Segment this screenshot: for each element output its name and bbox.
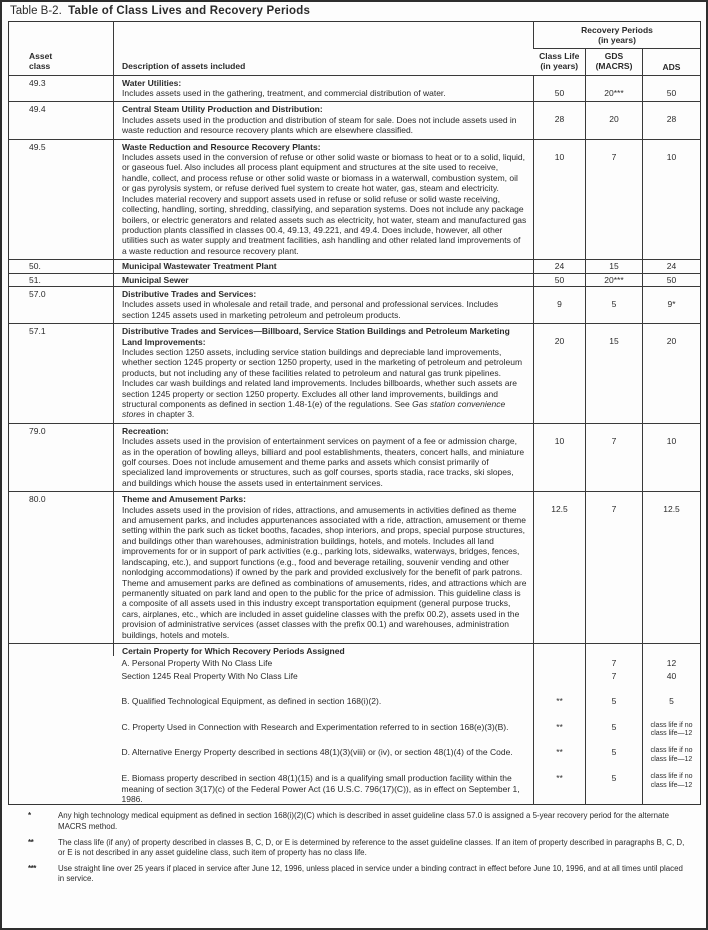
asset-class-cell: 80.0 xyxy=(9,492,114,644)
footnote-symbol: *** xyxy=(28,864,36,874)
ads-cell: 10 xyxy=(643,423,701,491)
footnote xyxy=(8,864,686,884)
row-body: Includes assets used in wholesale and retail trade, and personal and professional services. Includes section 1245 assets used in marketing petroleum and petroleum products. xyxy=(122,299,499,320)
certain-property-heading-row xyxy=(9,643,701,656)
gds-cell: 15 xyxy=(586,324,643,424)
footnote-text: Use straight line over 25 years if placed in service after June 12, 1996, unless placed in service under a binding contract in effect before June 10, 1996, and at all times until placed in service. xyxy=(58,864,683,884)
description-cell xyxy=(114,492,534,644)
class-life-cell: ** xyxy=(534,720,586,739)
gds-cell: 20 xyxy=(586,102,643,139)
footnote-symbol: * xyxy=(28,811,31,821)
asset-class-cell: 51. xyxy=(9,273,114,286)
row-body: Includes assets used in the provision of entertainment services on payment of a fee or admission charge, as in the operation of bowling alleys, billiard and pool establishments, theaters, concert halls, and miniature golf courses. Does not include amusement and theme parks and assets which consist primarily of specialized land improvements or structures, such as golf courses, sports stadia, race tracks, ski slopes, and buildings which house the assets used in entertainment services. xyxy=(122,436,525,488)
row-title: Theme and Amusement Parks: xyxy=(122,494,246,505)
row-title: Central Steam Utility Production and Distribution: xyxy=(122,104,323,115)
class-life-cell: 9 xyxy=(534,286,586,323)
ads-cell: 28 xyxy=(643,102,701,139)
header-line: (in years) xyxy=(598,35,636,46)
table-row xyxy=(9,423,701,491)
footnote xyxy=(8,811,686,831)
gds-cell: 5 xyxy=(586,694,643,706)
row-title: Waste Reduction and Resource Recovery Plants: xyxy=(122,141,321,152)
ads-cell: 50 xyxy=(643,75,701,102)
table-row xyxy=(9,139,701,259)
certain-property-heading: Certain Property for Which Recovery Periods Assigned xyxy=(114,643,534,656)
item-label: E. Biomass property described in section 48(1)(15) and is a qualifying small production facility within the meaning of section 3(17)(c) of the Federal Power Act (16 U.S.C. 796(17)(C)), as in effect on September 1, 1986. xyxy=(121,773,520,804)
col-header-ads: ADS xyxy=(643,48,701,75)
col-header-class-life xyxy=(534,48,586,75)
gds-cell: 7 xyxy=(586,423,643,491)
class-lives-table xyxy=(8,21,701,805)
header-line: GDS xyxy=(604,50,624,61)
asset-class-cell: 49.3 xyxy=(9,75,114,102)
gds-cell: 7 xyxy=(586,139,643,259)
gds-cell xyxy=(586,643,643,656)
ads-cell: class life if no class life—12 xyxy=(643,720,701,739)
class-life-cell: 10 xyxy=(534,423,586,491)
gds-cell: 7 xyxy=(586,656,643,668)
row-title: Distributive Trades and Services—Billboard, Service Station Buildings and Petroleum Marketing Land Improvements: xyxy=(122,326,510,347)
header-line: (in years) xyxy=(540,61,579,72)
table-row xyxy=(9,75,701,102)
table-row xyxy=(9,260,701,273)
col-header-asset-class xyxy=(9,22,114,76)
description-cell xyxy=(114,102,534,139)
page-title xyxy=(8,3,700,21)
ads-cell: 12.5 xyxy=(643,492,701,644)
body-italic-phrase: Gas station convenience stores xyxy=(122,399,506,420)
asset-class-cell: 50. xyxy=(9,260,114,273)
gds-cell: 7 xyxy=(586,669,643,681)
ads-cell: class life if no class life—12 xyxy=(643,745,701,764)
row-body xyxy=(122,347,527,420)
ads-cell: 20 xyxy=(643,324,701,424)
row-body: Includes assets used in the provision of rides, attractions, and amusements in activities defined as theme and amusement parks, and includes appurtenances associated with a ride, attraction, amusement or theme setting within the park such as ticket booths, facades, shop interiors, and props, special purpose structures, and buildings other than warehouses, administration buildings, hotels, and motels. Includes all land improvements for or in support of park activities (e.g., parking lots, sidewalks, waterways, bridges, fences, landscaping, etc.), and support functions (e.g., food and beverage retailing, souvenir vending and other nonlodging accommodations) if owned by the park and provided exclusively for the benefit of park patrons. Theme and amusement parks are defined as combinations of amusements, rides, and attractions which are permanently situated on park land and open to the public for the price of admission. This guideline class is a composite of all assets used in this industry except transportation equipment (general purpose trucks, cars, airplanes, etc., which are included in asset guideline classes with the prefix 00.2), assets used in the provision of administrative services (asset classes with the prefix 00.1) and warehouses, administration buildings, hotels and motels. xyxy=(122,504,527,640)
description-cell xyxy=(114,286,534,323)
asset-class-cell-empty xyxy=(9,643,114,804)
row-body: Includes assets used in the production and distribution of steam for sale. Does not include assets used in waste reduction and resource recovery plants which are elsewhere classified. xyxy=(122,114,517,136)
gds-cell: 7 xyxy=(586,492,643,644)
ads-cell: 50 xyxy=(643,273,701,286)
description-cell xyxy=(114,423,534,491)
ads-cell: 24 xyxy=(643,260,701,273)
table-number: Table B-2. xyxy=(10,5,62,17)
col-header-gds xyxy=(586,48,643,75)
footnote-text: Any high technology medical equipment as defined in section 168(i)(2)(C) which is described in asset guideline class 57.0 is assigned a 5-year recovery period for the alternate MACRS method. xyxy=(58,811,669,831)
asset-class-cell: 57.0 xyxy=(9,286,114,323)
header-line: Asset xyxy=(29,50,53,61)
row-title: Municipal Wastewater Treatment Plant xyxy=(122,261,277,272)
row-title: Recreation: xyxy=(122,425,169,436)
footnotes xyxy=(8,805,700,884)
gds-cell: 20*** xyxy=(586,273,643,286)
ads-cell: 9* xyxy=(643,286,701,323)
class-life-cell xyxy=(534,669,586,681)
item-label: D. Alternative Energy Property described in sections 48(1)(3)(viii) or (iv), or section 48(1)(4) of the Code. xyxy=(121,747,513,758)
description-cell xyxy=(114,75,534,102)
item-label: C. Property Used in Connection with Research and Experimentation referred to in section 168(e)(3)(B). xyxy=(121,721,509,732)
body-text: Includes section 1250 assets, including service station buildings and depreciable land improvements, whether section 1245 property or section 1250 property, used in the marketing of petroleum and petroleum products, but not including any of these facilities related to petroleum and natural gas trunk pipelines. Includes car wash buildings and related land improvements. Includes billboards, whether such assets are section 1245 property or section 1250 property. Excludes all other land improvements, buildings and structural components as defined in section 1.48-1(e) of the regulations. See xyxy=(122,346,523,409)
class-life-cell xyxy=(534,656,586,668)
description-cell xyxy=(114,139,534,259)
asset-class-cell: 49.5 xyxy=(9,139,114,259)
row-title: Distributive Trades and Services: xyxy=(122,288,257,299)
class-life-cell: ** xyxy=(534,745,586,764)
table-row xyxy=(9,324,701,424)
item-label: A. Personal Property With No Class Life xyxy=(121,658,273,669)
item-label: Section 1245 Real Property With No Class Life xyxy=(121,670,298,681)
description-cell xyxy=(114,273,534,286)
footnote-symbol: ** xyxy=(28,837,34,847)
footnote-text: The class life (if any) of property described in classes B, C, D, or E is determined by reference to the asset guideline classes. If an item of property described in paragraphs B, C, D, or E is not described in any asset guideline class, such item of property has no class life. xyxy=(58,837,685,858)
gds-cell: 5 xyxy=(586,745,643,764)
col-header-recovery-periods xyxy=(534,22,701,49)
row-body: Includes assets used in the conversion of refuse or other solid waste or biomass to heat or to a solid, liquid, or gaseous fuel. Also includes all process plant equipment and structures at the site used to receive, handle, collect, and process refuse or other solid waste or biomass in a waterwall, combustion system, oil or gas pyrolysis system, or refuse derived fuel system to create hot water, gas, steam and electricity. Includes material recovery and support assets used in refuse or solid refuse or solid waste receiving, collecting, handling, sorting, shredding, classifying, and separation systems. Does not include any package boilers, or electric generators and related assets such as electricity, hot water, steam and manufactured gas production plants classified in classes 00.4, 49.13, 49.221, and 49.4. Does include, however, all other utilities such as water supply and treatment facilities, ash handling and other related land improvements of a waste reduction and resource recovery plant. xyxy=(122,152,527,256)
row-body: Includes assets used in the gathering, treatment, and commercial distribution of water. xyxy=(122,88,446,99)
table-row xyxy=(9,102,701,139)
class-life-cell: ** xyxy=(534,771,586,805)
class-life-cell: 24 xyxy=(534,260,586,273)
asset-class-cell: 57.1 xyxy=(9,324,114,424)
header-line: Recovery Periods xyxy=(581,25,653,35)
class-life-cell: 10 xyxy=(534,139,586,259)
ads-cell xyxy=(643,643,701,656)
row-title: Municipal Sewer xyxy=(122,274,189,285)
header-line: (MACRS) xyxy=(595,61,633,72)
description-cell xyxy=(114,324,534,424)
ads-cell: 40 xyxy=(643,669,701,681)
gds-cell: 5 xyxy=(586,720,643,739)
table-title: Table of Class Lives and Recovery Periods xyxy=(68,5,311,17)
asset-class-cell: 49.4 xyxy=(9,102,114,139)
ads-cell: 10 xyxy=(643,139,701,259)
table-row xyxy=(9,492,701,644)
class-life-cell: 50 xyxy=(534,273,586,286)
ads-cell: 5 xyxy=(643,694,701,706)
class-life-cell xyxy=(534,643,586,656)
description-cell xyxy=(114,260,534,273)
footnote xyxy=(8,838,686,858)
gds-cell: 5 xyxy=(586,771,643,805)
row-title: Water Utilities: xyxy=(122,77,182,88)
ads-cell: class life if no class life—12 xyxy=(643,771,701,805)
header-line: Class Life xyxy=(539,50,580,61)
item-label: B. Qualified Technological Equipment, as defined in section 168(i)(2). xyxy=(121,696,382,707)
asset-class-cell: 79.0 xyxy=(9,423,114,491)
header-row-top xyxy=(9,22,701,49)
col-header-description: Description of assets included xyxy=(114,22,534,76)
class-life-cell: 12.5 xyxy=(534,492,586,644)
gds-cell: 20*** xyxy=(586,75,643,102)
gds-cell: 15 xyxy=(586,260,643,273)
gds-cell: 5 xyxy=(586,286,643,323)
class-life-cell: 50 xyxy=(534,75,586,102)
table-row xyxy=(9,286,701,323)
table-row xyxy=(9,273,701,286)
ads-cell: 12 xyxy=(643,656,701,668)
class-life-cell: ** xyxy=(534,694,586,706)
body-text: in chapter 3. xyxy=(145,409,195,420)
class-life-cell: 20 xyxy=(534,324,586,424)
header-line: class xyxy=(29,61,51,72)
class-life-cell: 28 xyxy=(534,102,586,139)
